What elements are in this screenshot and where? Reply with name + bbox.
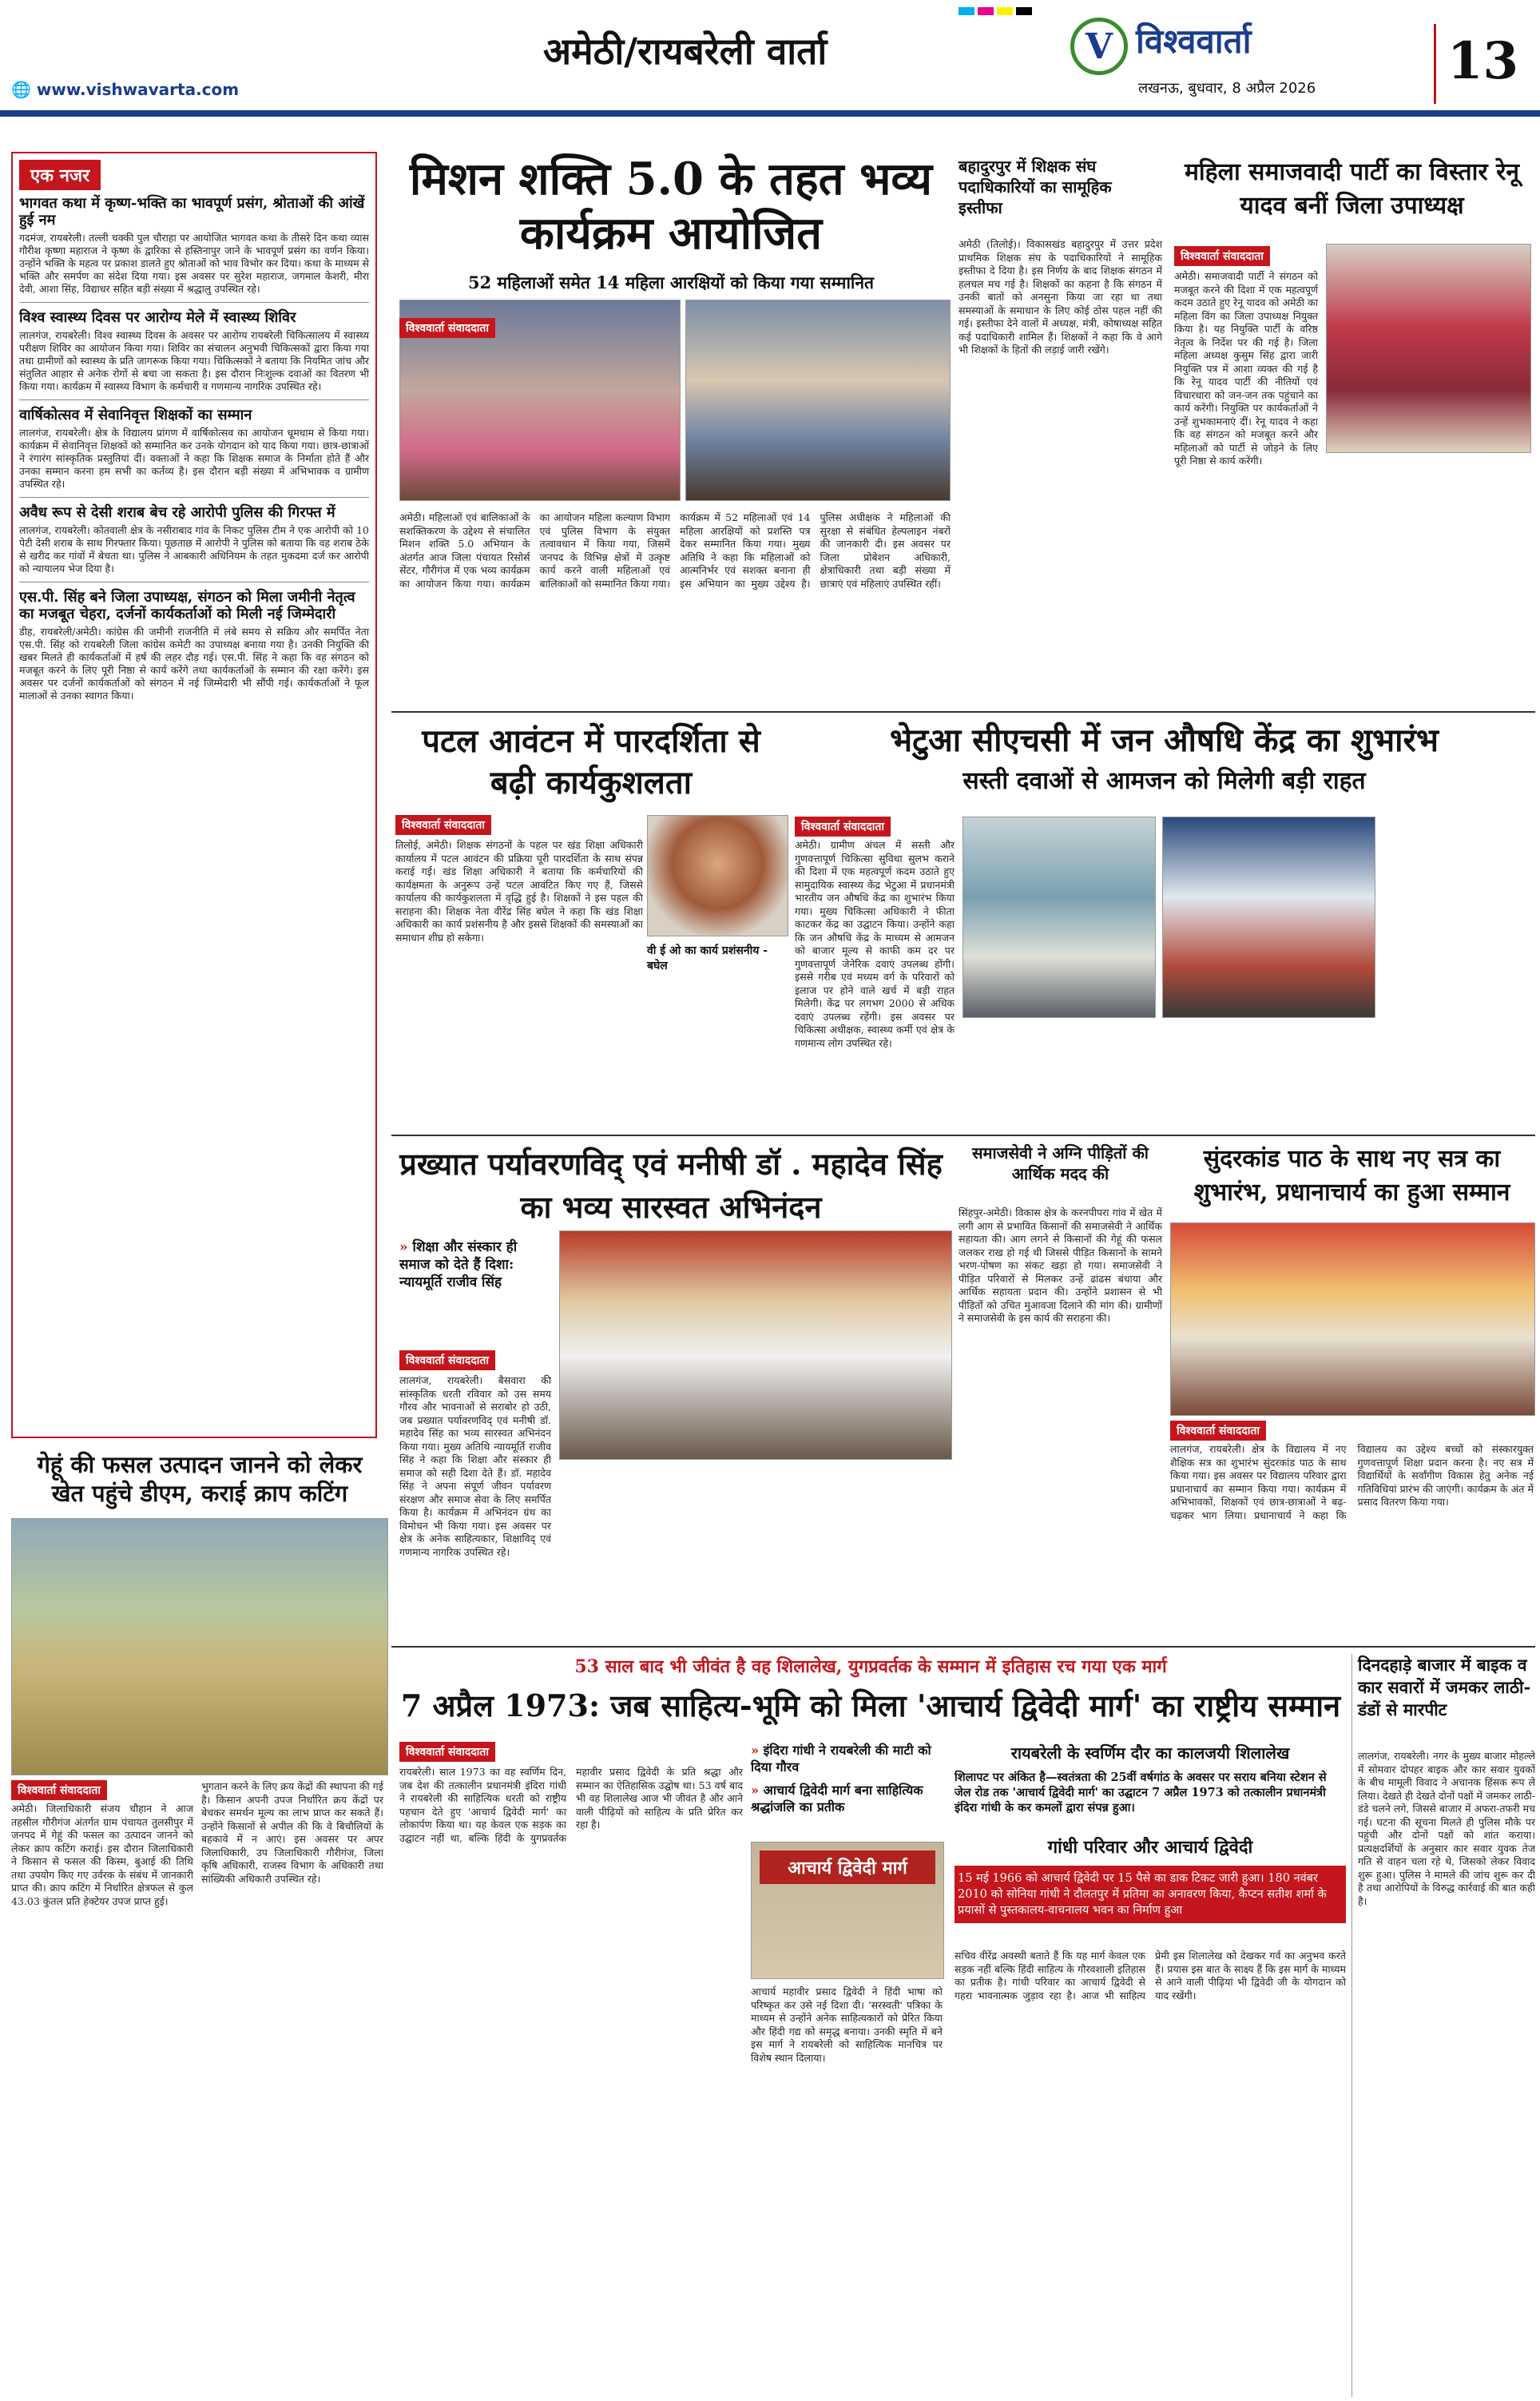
dateline: लखनऊ, बुधवार, 8 अप्रैल 2026 (1138, 80, 1316, 97)
divider-rule (391, 711, 1535, 713)
janaushadhi-photo-2 (1162, 817, 1375, 1018)
dinadahe-text: लालगंज, रायबरेली। नगर के मुख्य बाजार मोहल्ले में सोमवार दोपहर बाइक और कार सवार युवकों के बीच मामूली विवाद ने अचानक हिंसक रूप ले लिया। देखते ही देखते दोनों पक्षों में जमकर लाठी-डंडे चलने लगे, जिससे बाजार में अफरा-तफरी मच गई। घटना की सूचना मिलते ही पुलिस मौके पर पहुंची और दोनों पक्षों को शांत कराया। प्रत्यक्षदर्शियों के अनुसार कार सवार युवक तेज गति से वाहन चला रहे थे, जिसको लेकर विवाद शुरू हुआ। पुलिस ने मामले की जांच शुरू कर दी है तथा आरोपियों के विरुद्ध कार्रवाई की बात कही है। (1358, 1750, 1535, 1907)
quote-marks-icon: » (751, 1783, 759, 1798)
divider-rule (391, 1646, 1535, 1648)
mahadev-text-cont (559, 1466, 951, 1638)
plaque-photo (751, 1842, 944, 1979)
dinadahe-headline: दिनदहाड़े बाजार में बाइक व कार सवारों में जमकर लाठी- डंडों से मारपीट (1358, 1655, 1531, 1719)
ek-nazar-item-title: वार्षिकोत्सव में सेवानिवृत्त शिक्षकों का सम्मान (19, 407, 252, 423)
ek-nazar-item-title: भागवत कथा में कृष्ण-भक्ति का भावपूर्ण प्रसंग, श्रोताओं की आंखें हुई नम (19, 195, 365, 229)
mahadev-byline: विश्ववार्ता संवाददाता (399, 1350, 495, 1370)
sundarkand-headline: सुंदरकांड पाठ के साथ नए सत्र का शुभारंभ, प्रधानाचार्य का हुआ सम्मान (1193, 1145, 1510, 1206)
ek-nazar-item-text: लालगंज, रायबरेली। विश्व स्वास्थ्य दिवस के अवसर पर आरोग्य रायबरेली चिकित्सालय में स्वास्थ्य परीक्षण शिविर का आयोजन किया गया। शिविर का संचालन अनुभवी चिकित्सकों द्वारा किया गया तथा ग्रामीणों को स्वास्थ्य के प्रति जागरूक किया गया। चिकित्सकों ने बताया कि नियमित जांच और संतुलित आहार से अनेक रोगों से बचा जा सकता है। इस दौरान निःशुल्क दवाओं का वितरण भी किया गया। कार्यक्रम में स्वास्थ्य विभाग के कर्मचारी व गणमान्य नागरिक उपस्थित रहे। (19, 329, 369, 392)
ek-nazar-item (19, 504, 369, 582)
shilalekh-text: सचिव वीरेंद्र अवस्थी बताते हैं कि यह मार्ग केवल एक सड़क नहीं बल्कि हिंदी साहित्य के गौरवशाली इतिहास का प्रतीक है। गांधी परिवार का आचार्य द्विवेदी से गहरा भावनात्मक जुड़ाव रहा है। आज भी साहित्य प्रेमी इस शिलालेख को देखकर गर्व का अनुभव करते हैं। प्रयास इस बात के साक्ष्य हैं कि इस मार्ग के माध्यम से आने वाली पीढ़ियां भी द्विवेदी जी के योगदान को याद रखेंगी। (955, 1950, 1346, 2001)
plaque-text: आचार्य द्विवेदी मार्ग (760, 1850, 935, 1884)
renu-byline: विश्ववार्ता संवाददाता (1174, 246, 1270, 266)
ek-nazar-item-text: गदमंज, रायबरेली। तल्ली चक्की पुल चौराहा पर आयोजित भागवत कथा के तीसरे दिन कथा व्यास गौरीश कृष्णा महाराज ने कृष्ण के द्वारिका से हस्तिनापुर जाने के भावपूर्ण प्रसंग का वर्णन किया। उन्होंने भक्ति के महत्व पर प्रकाश डालते हुए श्रोताओं को भाव विभोर कर दिया। कथा के माध्यम से भक्ति और समर्पण का संदेश दिया गया। इस अवसर पर सुरेश महाराज, जगमाल केशरी, मीरा देवी, आशा सिंह, विद्याधर सहित बड़ी संख्या में श्रद्धालु उपस्थित रहे। (19, 232, 369, 295)
logo (1070, 18, 1470, 81)
gehu-byline: विश्ववार्ता संवाददाता (11, 1780, 107, 1800)
mission-subheadline: 52 महिलाओं समेत 14 महिला आरक्षियों को किया गया सम्मानित (468, 272, 874, 292)
samajsevi-headline: समाजसेवी ने अग्नि पीड़ितों की आर्थिक मदद की (972, 1143, 1149, 1183)
logo-text: विश्ववार्ता (1136, 22, 1252, 61)
ek-nazar-item-title: अवैध रूप से देसी शराब बेच रहे आरोपी पुलिस की गिरफ्त में (19, 504, 335, 521)
gehu-text-col2: भुगतान करने के लिए क्रय केंद्रों की स्थापना की गई है। किसान अपनी उपज निर्धारित क्रय केंद्रों पर बेचकर समर्थन मूल्य का लाभ प्राप्त कर सकते हैं। उन्होंने किसानों से अपील की कि वे बिचौलियों के बहकावे में न आएं। इस अवसर पर अपर जिलाधिकारी, उप जिलाधिकारी गौरीगंज, जिला कृषि अधिकारी, राजस्व विभाग के अधिकारी तथा सांख्यिकी अधिकारी उपस्थित रहे। (201, 1780, 383, 1885)
banner-byline: विश्ववार्ता संवाददाता (399, 1742, 495, 1762)
sundarkand-photo (1170, 1222, 1535, 1416)
patal-photo (647, 815, 788, 936)
page-number-divider (1434, 24, 1436, 104)
istifa-headline: बहादुरपुर में शिक्षक संघ पदाधिकारियों का सामूहिक इस्तीफा (959, 157, 1112, 217)
website-text: www.vishwavarta.com (36, 80, 240, 99)
mahadev-text: लालगंज, रायबरेली। बैसवारा की सांस्कृतिक धरती रविवार को उस समय गौरव और भावनाओं से सराबोर हो उठी, जब प्रख्यात पर्यावरणविद् एवं मनीषी डॉ. महादेव सिंह का भव्य सारस्वत अभिनंदन किया गया। मुख्य अतिथि न्यायमूर्ति राजीव सिंह ने कहा कि शिक्षा और संस्कार ही समाज को सही दिशा देते हैं। डॉ. महादेव सिंह ने अपना संपूर्ण जीवन पर्यावरण संरक्षण और समाज सेवा के लिए समर्पित किया है। कार्यक्रम में अभिनंदन ग्रंथ का विमोचन भी किया गया। इस अवसर पर क्षेत्र के अनेक साहित्यकार, शिक्षाविद् एवं गणमान्य नागरिक उपस्थित रहे। (399, 1374, 551, 1558)
janaushadhi-headline: भेटुआ सीएचसी में जन औषधि केंद्र का शुभारंभ (890, 721, 1439, 759)
ek-nazar-item-text: लालगंज, रायबरेली। क्षेत्र के विद्यालय प्रांगण में वार्षिकोत्सव का आयोजन धूमधाम से किया गया। कार्यक्रम में सेवानिवृत्त शिक्षकों को सम्मानित कर उनके योगदान को याद किया गया। छात्र-छात्राओं ने रंगारंग सांस्कृतिक प्रस्तुतियां दीं। वक्ताओं ने कहा कि शिक्षक समाज के निर्माता होते हैं और उनका सम्मान करना हम सभी का कर्तव्य है। इस दौरान बड़ी संख्या में अभिभावक व ग्रामीण उपस्थित रहे। (19, 427, 369, 490)
ek-nazar-label: एक नजर (19, 160, 101, 190)
gehu-photo (11, 1518, 388, 1775)
banner-text: रायबरेली। साल 1973 का वह स्वर्णिम दिन, जब देश की तत्कालीन प्रधानमंत्री इंदिरा गांधी ने रायबरेली की साहित्यिक धरती को राष्ट्रीय पहचान देते हुए 'आचार्य द्विवेदी मार्ग' का लोकार्पण किया था। यह केवल एक सड़क का उद्घाटन नहीं था, बल्कि हिंदी के युगप्रवर्तक महावीर प्रसाद द्विवेदी के प्रति श्रद्धा और सम्मान का ऐतिहासिक उद्घोष था। 53 वर्ष बाद भी वह शिलालेख आज भी जीवंत है और आने वाली पीढ़ियों को साहित्य के प्रति प्रेरित कर रहा है। (399, 1766, 743, 1844)
gehu-headline: गेहूं की फसल उत्पादन जानने को लेकर खेत पहुंचे डीएम, कराई क्राप कटिंग (37, 1451, 363, 1507)
ek-nazar-item (19, 589, 369, 702)
mahadev-photo (559, 1230, 952, 1460)
ek-nazar-item-title: एस.पी. सिंह बने जिला उपाध्यक्ष, संगठन को मिला जमीनी नेतृत्व का मजबूत चेहरा, दर्जनों कार्यकर्ताओं को मिली नई जिम्मेदारी (19, 589, 355, 622)
banner-headline: 7 अप्रैल 1973: जब साहित्य-भूमि को मिला 'आचार्य द्विवेदी मार्ग' का राष्ट्रीय सम्मान (400, 1687, 1341, 1723)
ek-nazar-item-text: डीह, रायबरेली/अमेठी। कांग्रेस की जमीनी राजनीति में लंबे समय से सक्रिय और समर्पित नेता एस.पी. सिंह को रायबरेली जिला कांग्रेस कमेटी का उपाध्यक्ष बनाया गया है। उनकी नियुक्ति की खबर मिलते ही कार्यकर्ताओं में हर्ष की लहर दौड़ गई। एस.पी. सिंह ने कहा कि वह संगठन को मजबूत करने के लिए पूरी निष्ठा से कार्य करेंगे तथा कार्यकर्ताओं के सम्मान की रक्षा करेंगे। इस अवसर पर दर्जनों कार्यकर्ताओं को संगठन में नई जिम्मेदारी भी सौंपी गई। कार्यकर्ताओं ने फूल मालाओं से उनका स्वागत किया। (19, 626, 369, 702)
section-title: अमेठी/रायबरेली वार्ता (543, 30, 828, 73)
divider-vertical (1351, 1654, 1352, 2397)
janaushadhi-subheadline: सस्ती दवाओं से आमजन को मिलेगी बड़ी राहत (963, 767, 1366, 795)
ek-nazar-divider (19, 497, 369, 498)
shilalekh-subhead: गांधी परिवार और आचार्य द्विवेदी (1047, 1837, 1253, 1858)
quote-marks-icon: » (399, 1239, 408, 1255)
patal-headline: पटल आवंटन में पारदर्शिता से बढ़ी कार्यकुशलता (422, 722, 760, 801)
sundarkand-text: लालगंज, रायबरेली। क्षेत्र के विद्यालय में नए शैक्षिक सत्र का शुभारंभ सुंदरकांड पाठ के साथ किया गया। इस अवसर पर विद्यालय परिवार द्वारा प्रधानाचार्य का सम्मान किया गया। कार्यक्रम में अभिभावकों, शिक्षकों एवं छात्र-छात्राओं ने बढ़-चढ़कर भाग लिया। प्रधानाचार्य ने कहा कि विद्यालय का उद्देश्य बच्चों को संस्कारयुक्त गुणवत्तापूर्ण शिक्षा प्रदान करना है। नए सत्र में विद्यार्थियों के सर्वांगीण विकास हेतु अनेक नई गतिविधियां प्रारंभ की जाएंगी। कार्यक्रम के अंत में प्रसाद वितरण किया गया। (1170, 1443, 1534, 1521)
page-number: 13 (1447, 31, 1519, 91)
mission-photo-2 (685, 300, 951, 501)
shilalekh-highlight: 15 मई 1966 को आचार्य द्विवेदी पर 15 पैसे का डाक टिकट जारी हुआ। 180 नवंबर 2010 को सोनिया गांधी ने दौलतपुर में प्रतिमा का अनावरण किया, कैप्टन सतीश शर्मा के प्रयासों से पुस्तकालय-वाचनालय भवन का निर्माण हुआ (955, 1866, 1346, 1923)
ek-nazar-item-title: विश्व स्वास्थ्य दिवस पर आरोग्य मेले में स्वास्थ्य शिविर (19, 309, 296, 326)
ek-nazar-item-text: लालगंज, रायबरेली। कोतवाली क्षेत्र के नसीराबाद गांव के निकट पुलिस टीम ने एक आरोपी को 10 पेटी देसी शराब के साथ गिरफ्तार किया। पूछताछ में आरोपी ने पुलिस को बताया कि वह शराब ठेके से खरीद कर गांवों में बेचता था। पुलिस ने आबकारी अधिनियम के तहत मुकदमा दर्ज कर आरोपी को न्यायालय भेज दिया है। (19, 524, 369, 574)
quote-marks-icon: » (751, 1743, 759, 1758)
logo-mark-icon: V (1070, 18, 1128, 75)
renu-headline: महिला समाजवादी पार्टी का विस्तार रेनू यादव बनीं जिला उपाध्यक्ष (1184, 158, 1520, 220)
renu-text: अमेठी। समाजवादी पार्टी ने संगठन को मजबूत करने की दिशा में एक महत्वपूर्ण कदम उठाते हुए रेनू यादव को अमेठी का महिला विंग का जिला उपाध्यक्ष नियुक्त किया है। यह नियुक्ति पार्टी के वरिष्ठ नेतृत्व के निर्देश पर की गई है। जिला महिला अध्यक्ष कुसुम सिंह द्वारा जारी नियुक्ति पत्र में आशा व्यक्त की गई है कि रेनू यादव पार्टी की नीतियों एवं विचारधारा को जन-जन तक पहुंचाने का कार्य करेंगी। नियुक्ति पर कार्यकर्ताओं ने उन्हें शुभकामनाएं दीं। रेनू यादव ने कहा कि वह संगठन को मजबूत करने और महिलाओं को पार्टी से जोड़ने के लिए पूरी निष्ठा से कार्य करेंगी। (1174, 270, 1318, 467)
patal-byline: विश्ववार्ता संवाददाता (395, 815, 491, 835)
ek-nazar-item (19, 309, 369, 400)
ek-nazar-item (19, 195, 369, 303)
janaushadhi-text: अमेठी। ग्रामीण अंचल में सस्ती और गुणवत्तापूर्ण चिकित्सा सुविधा सुलभ कराने की दिशा में एक महत्वपूर्ण कदम उठाते हुए सामुदायिक स्वास्थ्य केंद्र भेटुआ में प्रधानमंत्री भारतीय जन औषधि केंद्र का शुभारंभ किया गया। मुख्य चिकित्सा अधिकारी ने फीता काटकर केंद्र का उद्घाटन किया। उन्होंने कहा कि जन औषधि केंद्र के माध्यम से आमजन को बाजार मूल्य से काफी कम दर पर गुणवत्तापूर्ण जेनेरिक दवाएं उपलब्ध होंगी। इससे गरीब एवं मध्यम वर्ग के परिवारों को इलाज पर होने वाले खर्च में बड़ी राहत मिलेगी। केंद्र पर लगभग 2000 से अधिक दवाएं उपलब्ध रहेंगी। इस अवसर पर चिकित्सा अधीक्षक, स्वास्थ्य कर्मी एवं क्षेत्र के गणमान्य लोग उपस्थित रहे। (795, 839, 955, 1049)
mahadev-headline: प्रख्यात पर्यावरणविद् एवं मनीषी डॉ . महादेव सिंह का भव्य सारस्वत अभिनंदन (399, 1146, 943, 1225)
banner-kicker: 53 साल बाद भी जीवंत है वह शिलालेख, युगप्रवर्तक के सम्मान में इतिहास रच गया एक मार्ग (574, 1656, 1167, 1677)
sundarkand-byline: विश्ववार्ता संवाददाता (1170, 1421, 1266, 1441)
mahadev-quote-text: शिक्षा और संस्कार ही समाज को देते हैं दिशा: न्यायमूर्ति राजीव सिंह (399, 1239, 518, 1290)
gehu-text-col1: अमेठी। जिलाधिकारी संजय चौहान ने आज तहसील गौरीगंज अंतर्गत ग्राम पंचायत तुलसीपुर में जनपद में गेहूं की फसल का उत्पादन जानने को लेकर क्राप कटिंग कराई। इस दौरान जिलाधिकारी ने किसान से फसल की किस्म, बुआई की तिथि तथा उपयोग किए गए उर्वरक के संबंध में जानकारी प्राप्त की। क्राप कटिंग में निर्धारित क्षेत्रफल से कुल 43.03 कुंतल प्रति हेक्टेयर उपज प्राप्त हुई। (11, 1803, 193, 1907)
renu-photo (1326, 244, 1531, 453)
globe-icon: 🌐 (11, 80, 31, 99)
janaushadhi-photo-1 (963, 817, 1156, 1018)
masthead-rule (0, 110, 1540, 117)
samajsevi-text: सिंहपुर-अमेठी। विकास क्षेत्र के करनपीपरा गांव में खेत में लगी आग से प्रभावित किसानों की समाजसेवी ने आर्थिक सहायता की। आग लगने से किसानों की गेहूं की फसल जलकर राख हो गई थी जिससे पीड़ित किसानों के सामने भरण-पोषण का संकट खड़ा हो गया। समाजसेवी ने पीड़ित परिवारों से मिलकर उन्हें ढांढस बंधाया और आर्थिक सहायता प्रदान की। उन्होंने प्रशासन से भी पीड़ितों को उचित मुआवजा दिलाने की मांग की। ग्रामीणों ने समाजसेवी के इस कार्य की सराहना की। (959, 1206, 1162, 1324)
shilalekh-headline: रायबरेली के स्वर्णिम दौर का कालजयी शिलालेख (1010, 1743, 1290, 1763)
ek-nazar-column (11, 152, 377, 1438)
mission-byline: विश्ववार्ता संवाददाता (399, 318, 495, 338)
masthead (0, 0, 1540, 120)
mahadev-quote (399, 1238, 551, 1291)
mission-text: अमेठी। महिलाओं एवं बालिकाओं के सशक्तिकरण के उद्देश्य से संचालित मिशन शक्ति 5.0 अभियान के अंतर्गत आज जिला पंचायत रिसोर्स सेंटर, गौरीगंज में एक भव्य कार्यक्रम का आयोजन किया गया। कार्यक्रम का आयोजन महिला कल्याण विभाग एवं पुलिस विभाग के संयुक्त तत्वावधान में किया गया, जिसमें जनपद के विभिन्न क्षेत्रों में उत्कृष्ट कार्य करने वाली महिलाओं एवं बालिकाओं को सम्मानित किया गया। कार्यक्रम में 52 महिलाओं एवं 14 महिला आरक्षियों को प्रशस्ति पत्र देकर सम्मानित किया गया। मुख्य अतिथि ने कहा कि महिलाओं को आत्मनिर्भर एवं सशक्त बनाना ही इस अभियान का मुख्य उद्देश्य है। पुलिस अधीक्षक ने महिलाओं की सुरक्षा से संबंधित हेल्पलाइन नंबरों की जानकारी दी। इस अवसर पर जिला प्रोबेशन अधिकारी, क्षेत्राधिकारी तथा बड़ी संख्या में छात्राएं एवं महिलाएं उपस्थित रहीं। (399, 511, 951, 590)
patal-subhead: वी ई ओ का कार्य प्रशंसनीय - बघेल (647, 944, 768, 972)
banner-text-2: आचार्य महावीर प्रसाद द्विवेदी ने हिंदी भाषा को परिष्कृत कर उसे नई दिशा दी। 'सरस्वती' पत्रिका के माध्यम से उन्होंने अनेक साहित्यकारों को प्रेरित किया और हिंदी गद्य को समृद्ध बनाया। उनकी स्मृति में बने इस मार्ग ने रायबरेली को साहित्यिक मानचित्र पर विशेष स्थान दिलाया। (751, 1986, 943, 2064)
ek-nazar-divider (19, 302, 369, 303)
ek-nazar-item (19, 407, 369, 498)
istifa-text: अमेठी (तिलोई)। विकासखंड बहादुरपुर में उत्तर प्रदेश प्राथमिक शिक्षक संघ के पदाधिकारियों ने सामूहिक इस्तीफा दे दिया है। इस निर्णय के बाद शिक्षक संगठन में हलचल मच गई है। शिक्षकों का कहना है कि संगठन में उनकी बातों को अनसुना किया जा रहा था तथा समस्याओं के समाधान के लिए कोई ठोस पहल नहीं की गई। इस्तीफा देने वालों में अध्यक्ष, मंत्री, कोषाध्यक्ष सहित कई पदाधिकारी शामिल हैं। शिक्षकों ने कहा कि वे आगे भी शिक्षकों के हितों की लड़ाई जारी रखेंगे। (959, 238, 1162, 356)
mission-headline: मिशन शक्ति 5.0 के तहत भव्य कार्यक्रम आयोजित (409, 153, 933, 260)
color-strip (959, 3, 1035, 18)
divider-rule (391, 1135, 1535, 1136)
banner-side-quotes (751, 1742, 943, 1815)
janaushadhi-byline: विश्ववार्ता संवाददाता (795, 817, 891, 837)
patal-text: तिलोई, अमेठी। शिक्षक संगठनों के पहल पर खंड शिक्षा अधिकारी कार्यालय में पटल आवंटन की प्रक्रिया पूरी पारदर्शिता के साथ संपन्न कराई गई। खंड शिक्षा अधिकारी ने बताया कि कर्मचारियों की कार्यक्षमता के अनुरूप उन्हें पटल आवंटित किए गए हैं, जिससे कार्यालय की कार्यकुशलता में वृद्धि हुई है। शिक्षकों ने इस पहल की सराहना की। शिक्षक नेता वीरेंद्र सिंह बघेल ने कहा कि खंड शिक्षा अधिकारी का कार्य प्रशंसनीय है और इससे शिक्षकों की समस्याओं का समाधान शीघ्र हो सकेगा। (395, 839, 643, 944)
website-link[interactable] (11, 80, 239, 99)
janaushadhi-text-2 (1382, 817, 1534, 1128)
side-quote-2: आचार्य द्विवेदी मार्ग बना साहित्यिक श्रद्धांजलि का प्रतीक (751, 1783, 923, 1815)
side-quote-1: इंदिरा गांधी ने रायबरेली की माटी को दिया गौरव (751, 1743, 931, 1775)
shilalekh-quote: शिलापट पर अंकित है—स्वतंत्रता की 25वीं वर्षगांठ के अवसर पर सराय बनिया स्टेशन से जेल रोड तक 'आचार्य द्विवेदी मार्ग' का उद्घाटन 7 अप्रैल 1973 को तत्कालीन प्रधानमंत्री इंदिरा गांधी के कर कमलों द्वारा संपन्न हुआ। (955, 1771, 1327, 1815)
